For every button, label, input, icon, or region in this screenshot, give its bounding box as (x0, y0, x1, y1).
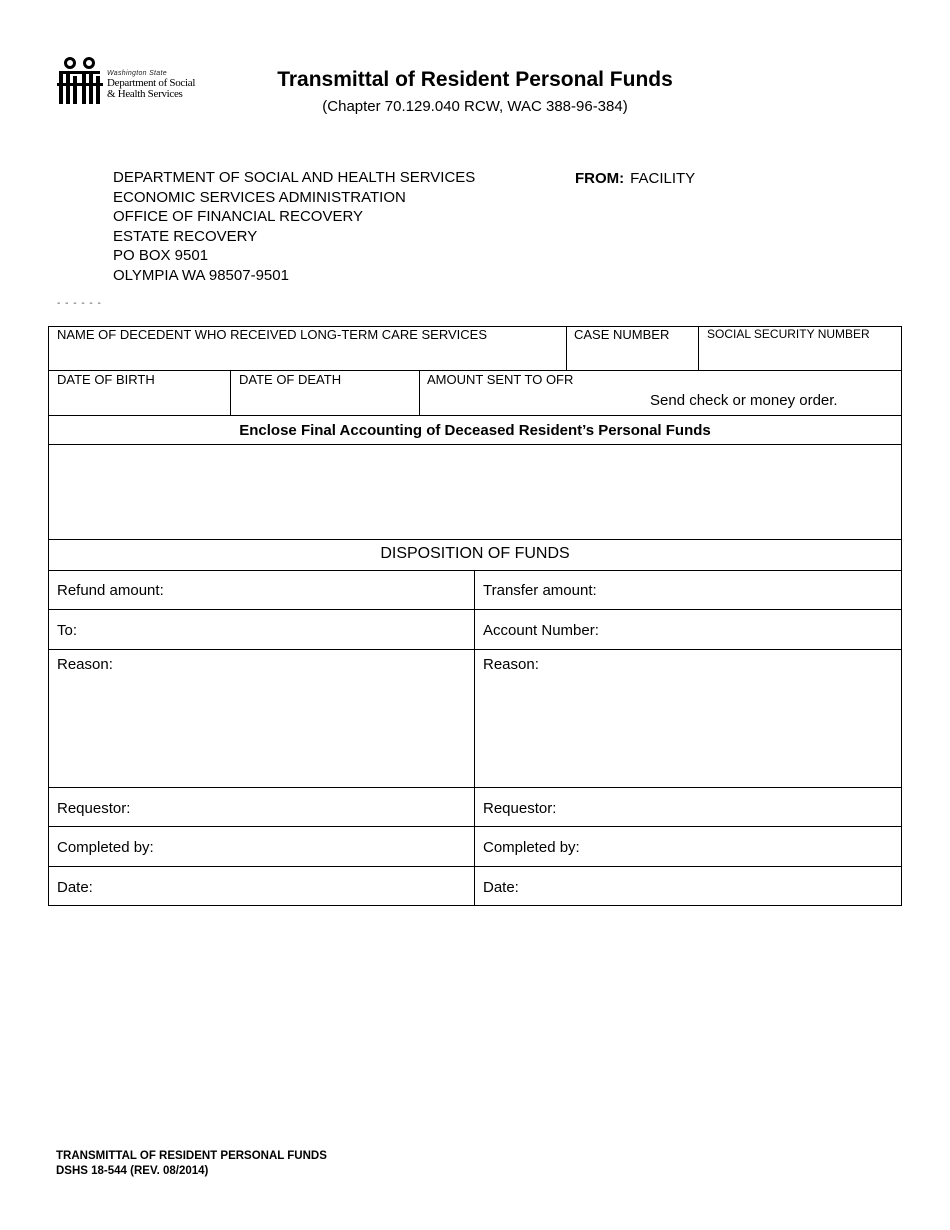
page-title: Transmittal of Resident Personal Funds (277, 68, 673, 91)
address-line: ECONOMIC SERVICES ADMINISTRATION (113, 188, 406, 206)
left-reason-label: Reason: (57, 656, 113, 673)
left-requestor-label: Requestor: (57, 800, 131, 817)
address-line: OFFICE OF FINANCIAL RECOVERY (113, 208, 364, 226)
ssn-label: SOCIAL SECURITY NUMBER (707, 327, 870, 341)
address-line: PO BOX 9501 (113, 247, 209, 265)
logo-dept-line1: Department of Social (107, 77, 196, 89)
date-of-death-label: DATE OF DEATH (239, 372, 342, 387)
footer-form-title: TRANSMITTAL OF RESIDENT PERSONAL FUNDS (56, 1150, 327, 1162)
address-line: DEPARTMENT OF SOCIAL AND HEALTH SERVICES (113, 169, 476, 186)
logo-dept-line2: & Health Services (107, 88, 183, 100)
amount-sent-label: AMOUNT SENT TO OFR (427, 372, 574, 387)
decedent-name-label: NAME OF DECEDENT WHO RECEIVED LONG-TERM CARE SERVICES (57, 327, 488, 342)
from-label: FROM: (575, 170, 625, 187)
right-completed-by-label: Completed by: (483, 839, 580, 856)
mailing-address (113, 168, 475, 286)
address-line: OLYMPIA WA 98507-9501 (113, 266, 289, 284)
from-field (575, 170, 695, 187)
right-reason-label: Reason: (483, 656, 539, 673)
left-date-label: Date: (57, 879, 93, 896)
transmittal-form (48, 326, 902, 906)
from-value: FACILITY (630, 170, 696, 187)
transfer-amount-label: Transfer amount: (483, 582, 597, 599)
case-number-label: CASE NUMBER (574, 327, 670, 342)
refund-amount-label: Refund amount: (57, 582, 164, 599)
to-label: To: (57, 622, 78, 639)
amount-note: Send check or money order. (650, 392, 838, 409)
disposition-header: DISPOSITION OF FUNDS (380, 545, 570, 562)
footer-form-number: DSHS 18-544 (REV. 08/2014) (56, 1165, 209, 1177)
enclose-note: Enclose Final Accounting of Deceased Resident’s Personal Funds (239, 422, 711, 439)
date-of-birth-label: DATE OF BIRTH (57, 372, 155, 387)
page-subtitle: (Chapter 70.129.040 RCW, WAC 388-96-384) (322, 98, 628, 115)
dashes-mark: - - - - - - (57, 298, 102, 309)
address-line: ESTATE RECOVERY (113, 227, 258, 245)
right-requestor-label: Requestor: (483, 800, 557, 817)
logo-state: Washington State (107, 70, 167, 77)
left-completed-by-label: Completed by: (57, 839, 154, 856)
account-number-label: Account Number: (483, 622, 599, 639)
right-date-label: Date: (483, 879, 519, 896)
